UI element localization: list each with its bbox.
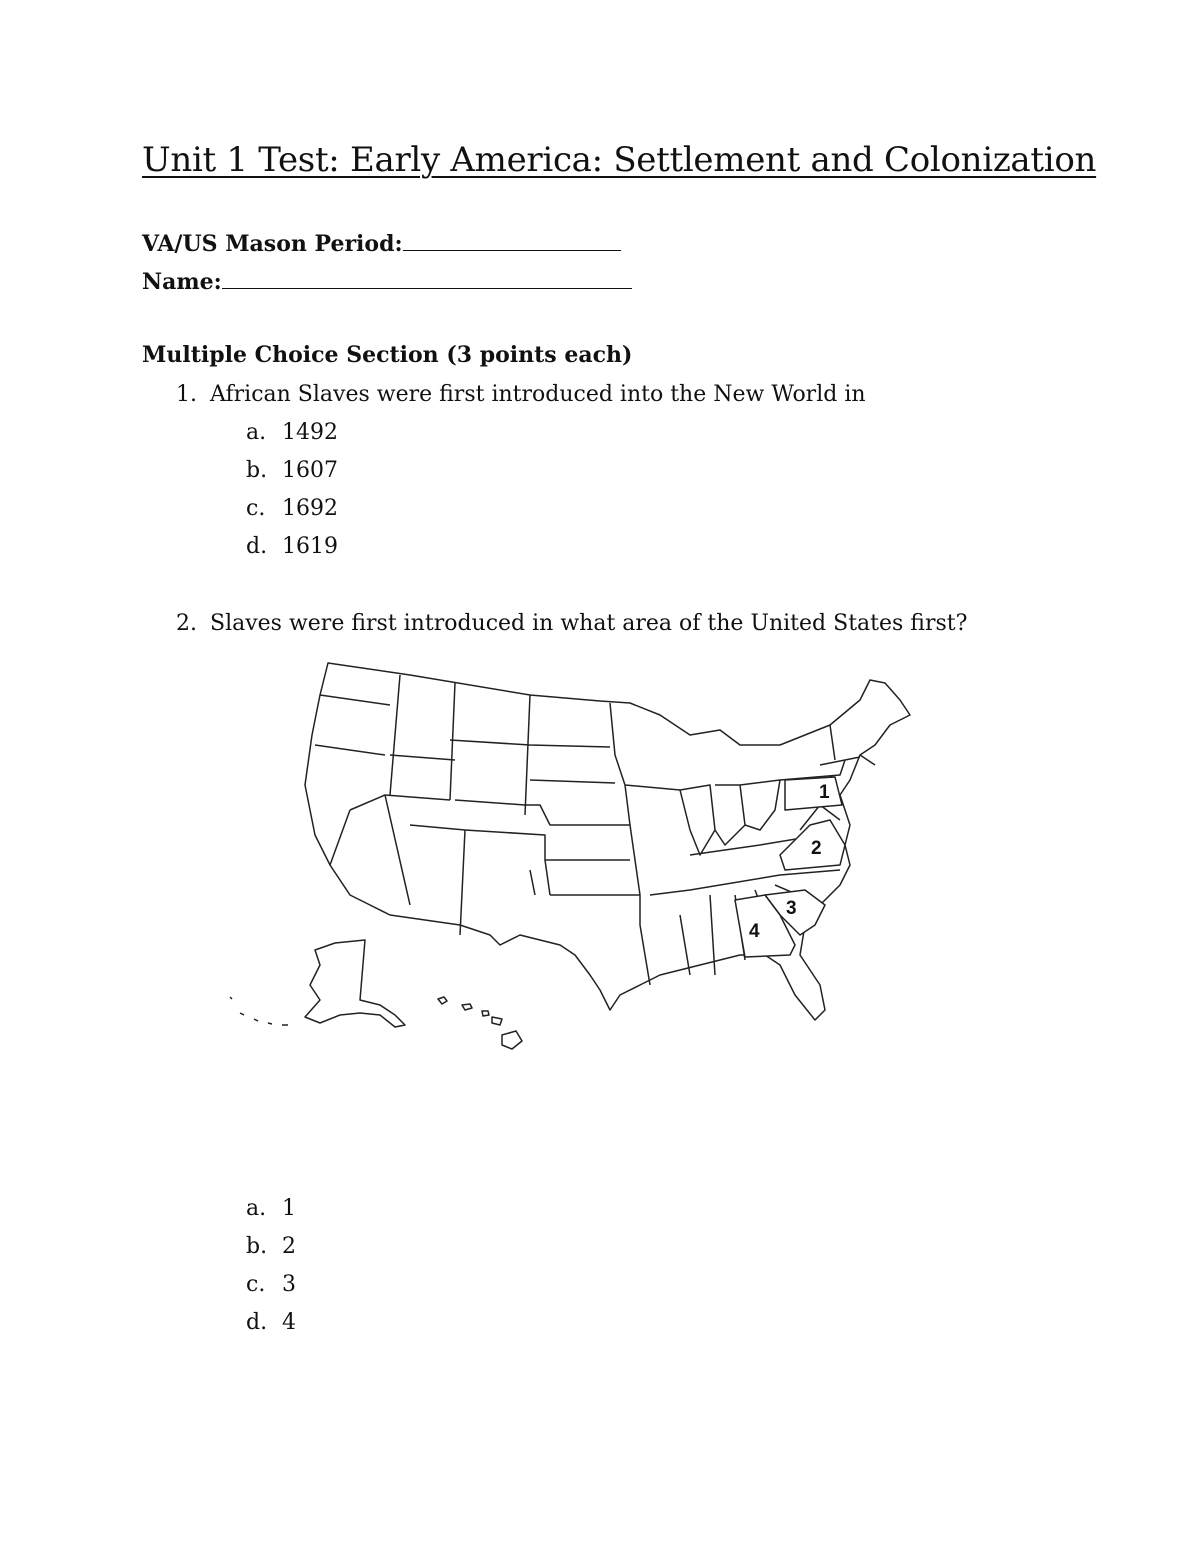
q2-option-b[interactable] xyxy=(246,1234,296,1259)
us-states-map xyxy=(220,655,920,1055)
option-text: 4 xyxy=(282,1310,296,1335)
question-2 xyxy=(176,611,967,636)
name-field[interactable] xyxy=(142,268,632,295)
option-letter: a. xyxy=(246,1196,267,1221)
map-label-3: 3 xyxy=(786,898,797,919)
option-letter: c. xyxy=(246,496,266,521)
option-text: 1 xyxy=(282,1196,296,1221)
question-text: African Slaves were first introduced into the New World in xyxy=(210,382,866,407)
q1-option-c[interactable] xyxy=(246,496,338,521)
map-label-4: 4 xyxy=(749,921,760,942)
option-letter: b. xyxy=(246,458,268,483)
option-text: 1607 xyxy=(282,458,338,483)
name-label: Name: xyxy=(142,269,222,295)
section-title: Multiple Choice Section (3 points each) xyxy=(142,342,633,368)
question-1 xyxy=(176,382,866,407)
option-letter: b. xyxy=(246,1234,268,1259)
map-label-1: 1 xyxy=(819,782,830,803)
q1-option-a[interactable] xyxy=(246,420,338,445)
alaska-outline xyxy=(305,940,405,1027)
option-text: 1692 xyxy=(282,496,338,521)
region-1-outline xyxy=(785,777,842,810)
option-letter: d. xyxy=(246,534,268,559)
hawaii-islands xyxy=(438,997,522,1049)
question-number: 2. xyxy=(176,611,197,636)
option-letter: c. xyxy=(246,1272,266,1297)
period-label: VA/US Mason Period: xyxy=(142,231,403,257)
name-blank[interactable] xyxy=(222,268,632,289)
aleutian-islands xyxy=(230,997,288,1025)
question-text: Slaves were first introduced in what area of the United States first? xyxy=(210,611,968,636)
option-letter: a. xyxy=(246,420,267,445)
q2-option-d[interactable] xyxy=(246,1310,296,1335)
question-number: 1. xyxy=(176,382,197,407)
q2-option-a[interactable] xyxy=(246,1196,296,1221)
q1-option-b[interactable] xyxy=(246,458,338,483)
option-text: 3 xyxy=(282,1272,296,1297)
option-letter: d. xyxy=(246,1310,268,1335)
q2-option-c[interactable] xyxy=(246,1272,296,1297)
test-title: Unit 1 Test: Early America: Settlement and Colonization xyxy=(142,140,1097,180)
option-text: 2 xyxy=(282,1234,296,1259)
q1-option-d[interactable] xyxy=(246,534,338,559)
period-blank[interactable] xyxy=(403,230,621,251)
option-text: 1492 xyxy=(282,420,338,445)
option-text: 1619 xyxy=(282,534,338,559)
map-label-2: 2 xyxy=(811,838,822,859)
period-field[interactable] xyxy=(142,230,621,257)
